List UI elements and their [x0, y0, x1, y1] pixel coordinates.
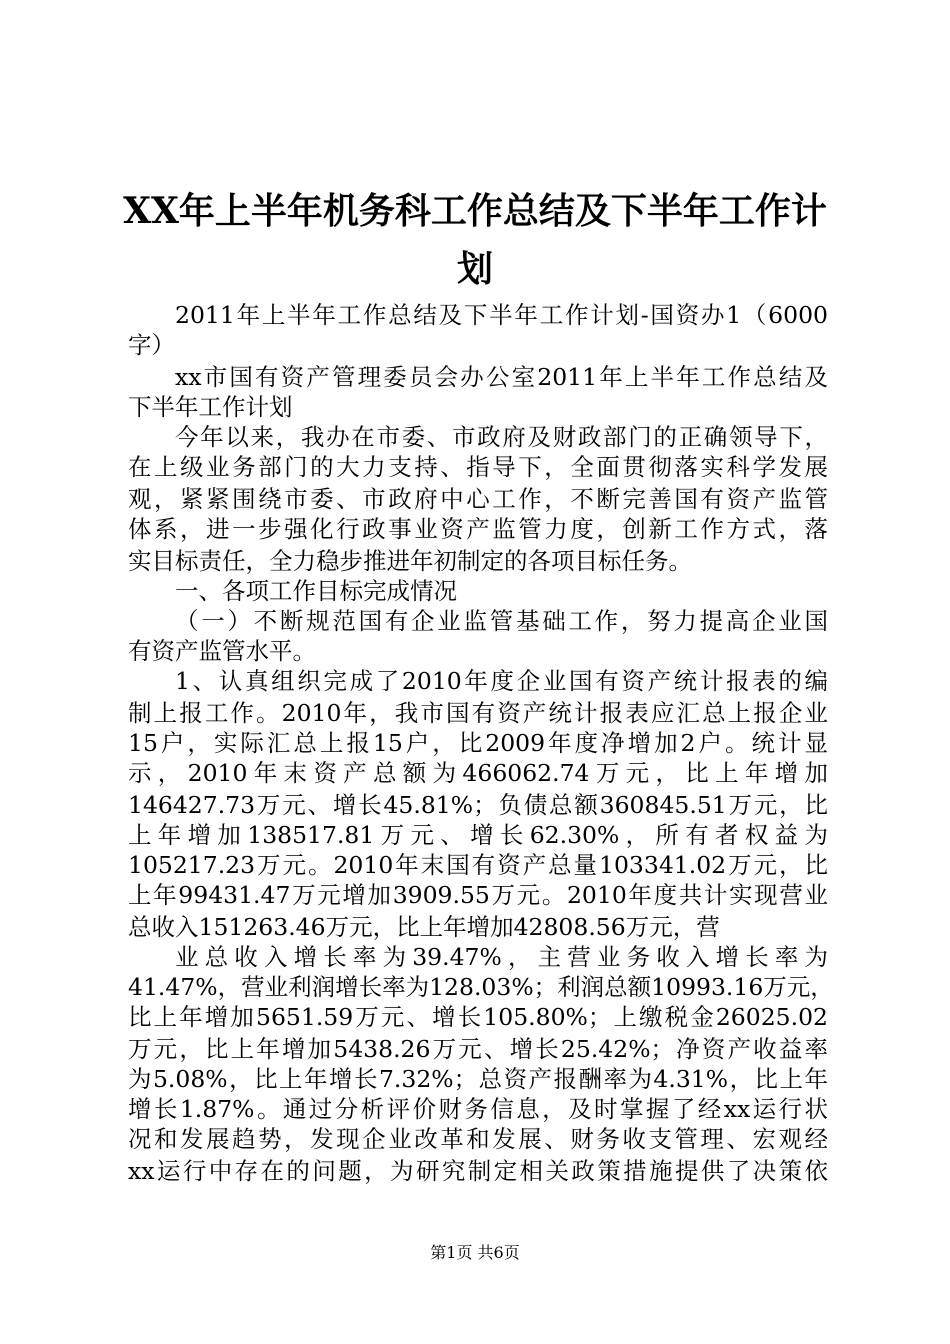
body-text-line: 增长1.87%。通过分析评价财务信息，及时掌握了经xx运行状: [128, 1095, 828, 1123]
body-text-line: 下半年工作计划: [128, 393, 293, 421]
document-title-line-1: XX年上半年机务科工作总结及下半年工作计: [123, 190, 827, 232]
body-text-line: 万元，比上年增加5438.26万元、增长25.42%；净资产收益率: [128, 1035, 828, 1063]
body-text-line: 示，2010年末资产总额为466062.74万元，比上年增加: [128, 759, 828, 787]
body-text-line: 体系，进一步强化行政事业资产监管力度，创新工作方式，落: [128, 515, 828, 543]
body-text-line: xx市国有资产管理委员会办公室2011年上半年工作总结及: [175, 363, 828, 391]
body-text-line: 业总收入增长率为39.47%，主营业务收入增长率为: [175, 943, 828, 971]
body-text-line: （一）不断规范国有企业监管基础工作，努力提高企业国: [175, 607, 828, 635]
document-title-line-2: 划: [456, 248, 493, 290]
body-text-line: 观，紧紧围绕市委、市政府中心工作，不断完善国有资产监管: [128, 485, 828, 513]
body-text-line: 41.47%，营业利润增长率为128.03%；利润总额10993.16万元，: [128, 973, 834, 1001]
body-text-line: 有资产监管水平。: [128, 637, 316, 665]
body-text-line: 一、各项工作目标完成情况: [175, 577, 457, 605]
body-text-line: 1、认真组织完成了2010年度企业国有资产统计报表的编: [175, 667, 828, 695]
body-text-line: 2011年上半年工作总结及下半年工作计划-国资办1（6000: [175, 301, 828, 329]
body-text-line: 字）: [128, 331, 175, 359]
body-text-line: 今年以来，我办在市委、市政府及财政部门的正确领导下，: [175, 423, 828, 451]
body-text-line: 实目标责任，全力稳步推进年初制定的各项目标任务。: [128, 547, 692, 575]
page-footer: 第1页 共6页: [430, 1243, 520, 1262]
body-text-line: 上年99431.47万元增加3909.55万元。2010年度共计实现营业: [128, 881, 828, 909]
body-text-line: 在上级业务部门的大力支持、指导下，全面贯彻落实科学发展: [128, 453, 828, 481]
body-text-line: 比上年增加5651.59万元、增长105.80%；上缴税金26025.02: [128, 1003, 828, 1031]
body-text-line: 况和发展趋势，发现企业改革和发展、财务收支管理、宏观经: [128, 1125, 828, 1153]
body-text-line: 15户，实际汇总上报15户，比2009年度净增加2户。统计显: [128, 729, 828, 757]
body-text-line: xx运行中存在的问题，为研究制定相关政策措施提供了决策依: [128, 1157, 828, 1185]
body-text-line: 上年增加138517.81万元、增长62.30%，所有者权益为: [128, 821, 828, 849]
body-text-line: 为5.08%，比上年增长7.32%；总资产报酬率为4.31%，比上年: [128, 1065, 828, 1093]
body-text-line: 制上报工作。2010年，我市国有资产统计报表应汇总上报企业: [128, 699, 828, 727]
body-text-line: 总收入151263.46万元，比上年增加42808.56万元，营: [128, 913, 720, 941]
body-text-line: 105217.23万元。2010年末国有资产总量103341.02万元，比: [128, 851, 828, 879]
body-text-line: 146427.73万元、增长45.81%；负债总额360845.51万元，比: [128, 791, 828, 819]
